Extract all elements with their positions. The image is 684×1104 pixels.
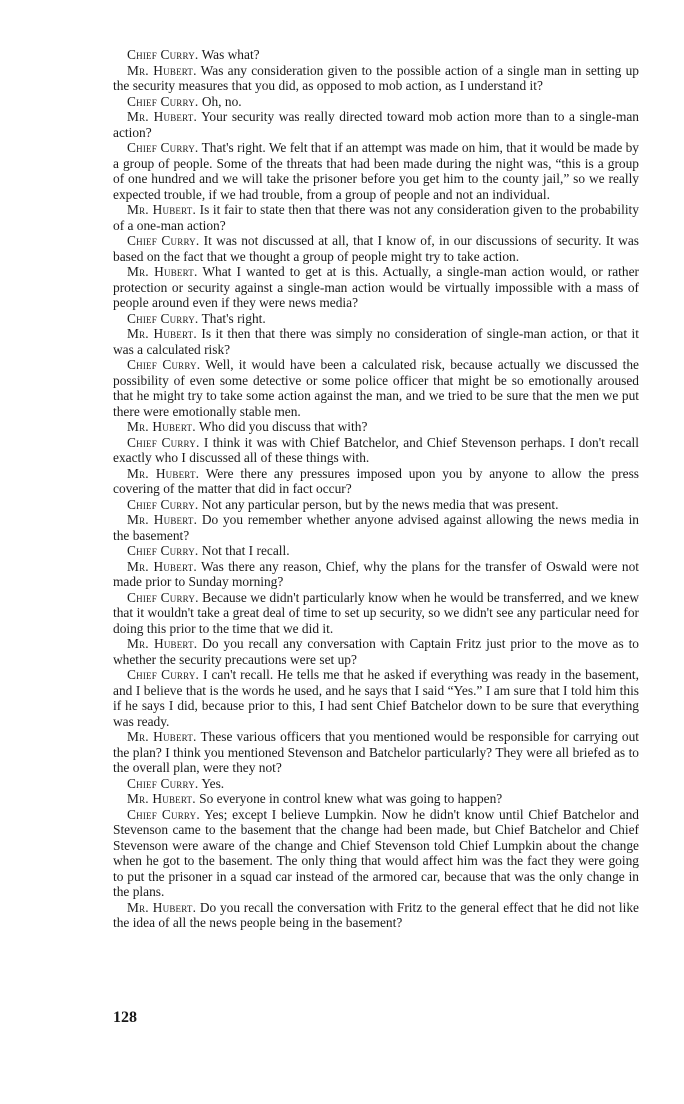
testimony-text: What I wanted to get at is this. Actually, a single-man action would, or rather protection or security against a single-man action would be virtually impossible with a mass of people around even if they were news media?	[113, 264, 639, 310]
testimony-paragraph	[113, 419, 639, 435]
testimony-paragraph	[113, 900, 639, 931]
testimony-paragraph	[113, 311, 639, 327]
testimony-text: Oh, no.	[198, 93, 242, 109]
testimony-text: I can't recall. He tells me that he asked if everything was ready in the basement, and I believe that is the words he used, and he says that I said “Yes.” I am sure that I told him this if he says I did, because prior to this, I had sent Chief Batchelor down to be sure that everything was ready.	[113, 667, 639, 729]
testimony-text: So everyone in control knew what was going to happen?	[195, 791, 503, 806]
testimony-paragraph	[113, 776, 639, 792]
testimony-paragraph	[113, 140, 639, 202]
speaker-label: Mr. Hubert.	[127, 636, 198, 651]
testimony-paragraph	[113, 667, 639, 729]
testimony-text: It was not discussed at all, that I know of, in our discussions of security. It was based on the fact that we thought a group of people might try to take action.	[113, 233, 639, 264]
testimony-paragraph	[113, 512, 639, 543]
speaker-label: Chief Curry.	[127, 434, 200, 450]
page-number: 128	[113, 1009, 137, 1026]
speaker-label: Mr. Hubert.	[127, 419, 196, 434]
testimony-paragraph	[113, 807, 639, 900]
testimony-text: Do you remember whether anyone advised against allowing the news media in the basement?	[113, 512, 639, 543]
speaker-label: Chief Curry.	[127, 775, 199, 791]
testimony-paragraph	[113, 47, 639, 63]
speaker-label: Chief Curry.	[127, 806, 200, 822]
testimony-text: Your security was really directed toward mob action more than to a single-man action?	[113, 109, 639, 140]
testimony-paragraph	[113, 357, 639, 419]
speaker-label: Mr. Hubert.	[127, 512, 198, 527]
testimony-text: Who did you discuss that with?	[195, 419, 368, 434]
testimony-paragraph	[113, 63, 639, 94]
testimony-paragraph	[113, 559, 639, 590]
speaker-label: Mr. Hubert.	[127, 465, 200, 481]
speaker-label: Mr. Hubert.	[127, 729, 197, 744]
speaker-label: Mr. Hubert.	[127, 202, 197, 217]
speaker-label: Chief Curry.	[127, 543, 199, 558]
testimony-text: Was what?	[198, 47, 260, 62]
testimony-text: Is it fair to state then that there was not any consideration given to the probability of a one-man action?	[113, 202, 639, 233]
testimony-text: Well, it would have been a calculated risk, because actually we discussed the possibility of even some detective or some police officer that might be so emotionally aroused that he might try to take some action against the man, and we tried to be sure that the men we put there were emotionally stable men.	[113, 357, 640, 419]
testimony-text: That's right. We felt that if an attempt was made on him, that it would be made by a group of people. Some of the threats that had been made during the night was, “this is a group of one hundred and we will take the prisoner before you get him to the county jail,” so we really expected trouble, if we had trouble, from a group of people and not an individual.	[113, 140, 640, 202]
speaker-label: Chief Curry.	[127, 496, 199, 512]
testimony-text: Do you recall the conversation with Fritz to the general effect that he did not like the idea of all the news people being in the basement?	[113, 899, 639, 930]
speaker-label: Mr. Hubert.	[127, 62, 197, 78]
testimony-paragraph	[113, 94, 639, 110]
speaker-label: Mr. Hubert.	[127, 326, 197, 341]
testimony-paragraph	[113, 264, 639, 311]
testimony-text: Were there any pressures imposed upon you by anyone to allow the press covering of the matter that did in fact occur?	[113, 465, 639, 496]
testimony-text: Was any consideration given to the possible action of a single man in setting up the security measures that you did, as opposed to mob action, as I understand it?	[113, 62, 639, 93]
testimony-paragraph	[113, 497, 639, 513]
testimony-text: I think it was with Chief Batchelor, and Chief Stevenson perhaps. I don't recall exactly who I discussed all of these things with.	[113, 434, 639, 465]
speaker-label: Chief Curry.	[127, 667, 200, 682]
speaker-label: Chief Curry.	[127, 233, 200, 248]
speaker-label: Chief Curry.	[127, 47, 199, 62]
speaker-label: Chief Curry.	[127, 93, 199, 109]
speaker-label: Chief Curry.	[127, 357, 201, 372]
testimony-text: Yes.	[198, 775, 225, 791]
testimony-paragraph	[113, 109, 639, 140]
testimony-paragraph	[113, 590, 639, 637]
speaker-label: Mr. Hubert.	[127, 109, 198, 124]
testimony-paragraph	[113, 636, 639, 667]
speaker-label: Mr. Hubert.	[127, 791, 196, 806]
testimony-text: Because we didn't particularly know when he would be transferred, and we knew that it wouldn't take a great deal of time to set up security, so we didn't see any particular need for doing this prior to the time that we did it.	[113, 589, 639, 636]
testimony-text: These various officers that you mentioned would be responsible for carrying out the plan? I think you mentioned Stevenson and Batchelor particularly? They were all briefed as to the overall plan, were they not?	[113, 729, 639, 775]
testimony-text: Is it then that there was simply no consideration of single-man action, or that it was a calculated risk?	[113, 326, 639, 357]
testimony-text: Not any particular person, but by the news media that was present.	[198, 496, 559, 512]
document-page-body	[113, 47, 639, 931]
testimony-paragraph	[113, 543, 639, 559]
speaker-label: Mr. Hubert.	[127, 899, 197, 915]
testimony-text: That's right.	[198, 310, 266, 326]
speaker-label: Chief Curry.	[127, 310, 199, 326]
testimony-paragraph	[113, 729, 639, 776]
testimony-paragraph	[113, 202, 639, 233]
testimony-paragraph	[113, 233, 639, 264]
testimony-paragraph	[113, 791, 639, 807]
speaker-label: Mr. Hubert.	[127, 264, 198, 279]
speaker-label: Chief Curry.	[127, 589, 199, 605]
testimony-text: Not that I recall.	[198, 543, 290, 558]
testimony-text: Do you recall any conversation with Captain Fritz just prior to the move as to whether the security precautions were set up?	[113, 636, 639, 667]
speaker-label: Chief Curry.	[127, 140, 199, 155]
testimony-text: Was there any reason, Chief, why the plans for the transfer of Oswald were not made prior to Sunday morning?	[113, 558, 639, 589]
testimony-text: Yes; except I believe Lumpkin. Now he didn't know until Chief Batchelor and Stevenson came to the basement that the change had been made, but Chief Batchelor and Chief Stevenson were aware of the change and Chief Stevenson told Chief Lumpkin about the change when he got to the basement. The only thing that would affect him was the fact they were going to put the prisoner in a squad car instead of the armored car, because that was the only change in the plans.	[113, 806, 640, 899]
testimony-paragraph	[113, 326, 639, 357]
testimony-paragraph	[113, 466, 639, 497]
speaker-label: Mr. Hubert.	[127, 558, 197, 574]
testimony-paragraph	[113, 435, 639, 466]
